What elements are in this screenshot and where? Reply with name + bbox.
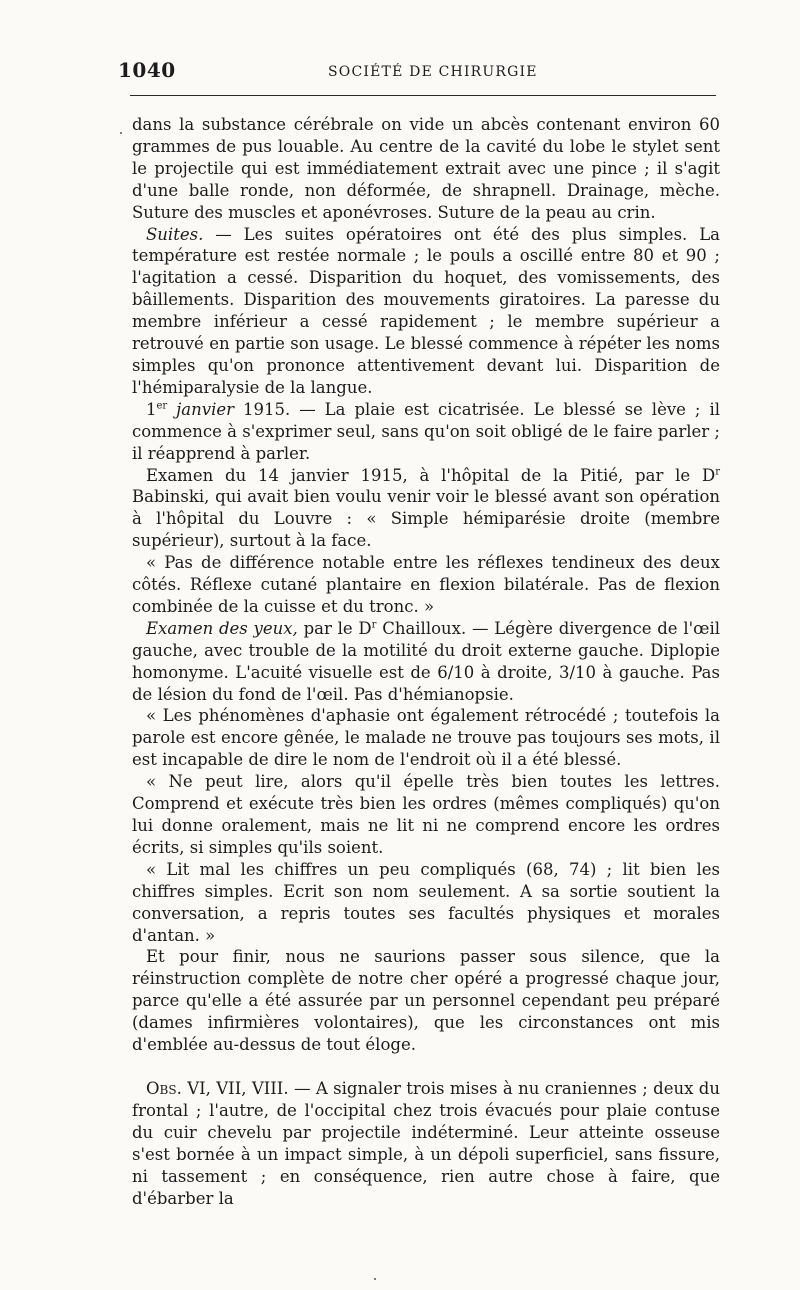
page-number: 1040 (118, 58, 176, 82)
examen-yeux-heading: Examen des yeux, (146, 618, 298, 638)
paragraph-1er-janvier (132, 399, 720, 465)
lecture-text: « Ne peut lire, alors qu'il épelle très bien toutes les lettres. Comprend et exécute très bien les ordres (mêmes compliqués) qu'on lui donne oralement, mais ne lit ni ne comprend encore les ordres écrits, si simples qu'ils soient. (132, 772, 720, 857)
paragraph-examen-babinski (132, 465, 720, 553)
janvier-text: 1915. — La plaie est cicatrisée. Le blessé se lève ; il commence à s'exprimer seul, sans qu'on soit obligé de le faire parler ; il réapprend à parler. (132, 399, 720, 463)
date-day: 1 (146, 399, 157, 419)
chiffres-text: « Lit mal les chiffres un peu compliqués (68, 74) ; lit bien les chiffres simples. Ecrit son nom seulement. A sa sortie soutient la conversation, a repris toutes ses facultés physiques et morales d'antan. » (132, 859, 720, 945)
paragraph-1 (132, 114, 720, 224)
observations-text: — A signaler trois mises à nu craniennes ; deux du frontal ; l'autre, de l'occipital chez trois évacués pour plaie contuse du cuir chevelu par projectile indéterminé. Leur atteinte osseuse s'est bornée à un impact simple, à un dépoli superficiel, sans fissure, ni tassement ; en conséquence, rien autre chose à faire, que d'ébarber la (132, 1078, 720, 1208)
aphasie-text: « Les phénomènes d'aphasie ont également rétrocédé ; toutefois la parole est encore gênée, le malade ne trouve pas toujours ses mots, il est incapable de dire le nom de l'endroit où il a été blessé. (132, 706, 720, 770)
observations-heading: Obs. VI, VII, VIII. (146, 1078, 289, 1098)
paragraph-examen-yeux (132, 618, 720, 706)
yeux-text-b: Chailloux. — Légère divergence de l'œil gauche, avec trouble de la motilité du droit externe gauche. Diplopie homonyme. L'acuité visuelle est de 6/10 à droite, 3/10 à gauche. Pas de lésion du fond de l'œil. Pas d'hémianopsie. (132, 618, 721, 704)
suites-text: — Les suites opératoires ont été des plus simples. La température est restée normale ; le pouls a oscillé entre 80 et 90 ; l'agitation a cessé. Disparition du hoquet, des vomissements, des bâillements. Disparition des mouvements giratoires. La paresse du membre inférieur a cessé rapidement ; le membre supérieur a retrouvé en partie son usage. Le blessé commence à répéter les noms simples qu'on prononce attentivement devant lui. Disparition de l'hémiparalysie de la langue. (132, 224, 720, 397)
paragraph-conclusion (132, 946, 720, 1056)
running-title: SOCIÉTÉ DE CHIRURGIE (328, 64, 538, 80)
paragraph-reflexes (132, 552, 720, 618)
paragraph-aphasie (132, 705, 720, 771)
yeux-text-a: par le D (297, 618, 372, 638)
paragraph-suites (132, 224, 720, 399)
running-header (118, 58, 718, 84)
babinski-text-b: Babinski, qui avait bien voulu venir voir le blessé avant son opération à l'hôpital du Louvre : « Simple hémiparésie droite (membre supérieur), surtout à la face. (132, 487, 720, 551)
paragraph-1-text: dans la substance cérébrale on vide un abcès contenant environ 60 grammes de pus louable. Au centre de la cavité du lobe le stylet sent le projectile qui est immédiatement extrait avec une pince ; il s'agit d'une balle ronde, non déformée, de shrapnell. Drainage, mèche. Suture des muscles et aponévroses. Suture de la peau au crin. (132, 115, 720, 222)
babinski-text-a: Examen du 14 janvier 1915, à l'hôpital de la Pitié, par le D (146, 465, 716, 485)
conclusion-text: Et pour finir, nous ne saurions passer sous silence, que la réinstruction complète de notre cher opéré a progressé chaque jour, parce qu'elle a été assurée par un personnel cependant peu préparé (dames infirmières volontaires), que les circonstances ont mis d'emblée au-dessus de tout éloge. (132, 947, 720, 1055)
paragraph-chiffres (132, 859, 720, 947)
header-rule (130, 95, 716, 96)
doctor-abbrev-sup: r (371, 619, 377, 631)
paper-speck (120, 132, 122, 134)
suites-heading: Suites. (146, 224, 204, 244)
paper-speck (374, 1278, 376, 1280)
doctor-abbrev-sup: r (715, 466, 720, 477)
date-ordinal: er (156, 400, 168, 412)
date-month: janvier (167, 399, 235, 419)
paragraph-lecture (132, 771, 720, 859)
body-text (132, 114, 720, 1209)
paragraph-observations (132, 1078, 720, 1209)
reflexes-text: « Pas de différence notable entre les réflexes tendineux des deux côtés. Réflexe cutané plantaire en flexion bilatérale. Pas de flexion combinée de la cuisse et du tronc. » (132, 553, 720, 616)
